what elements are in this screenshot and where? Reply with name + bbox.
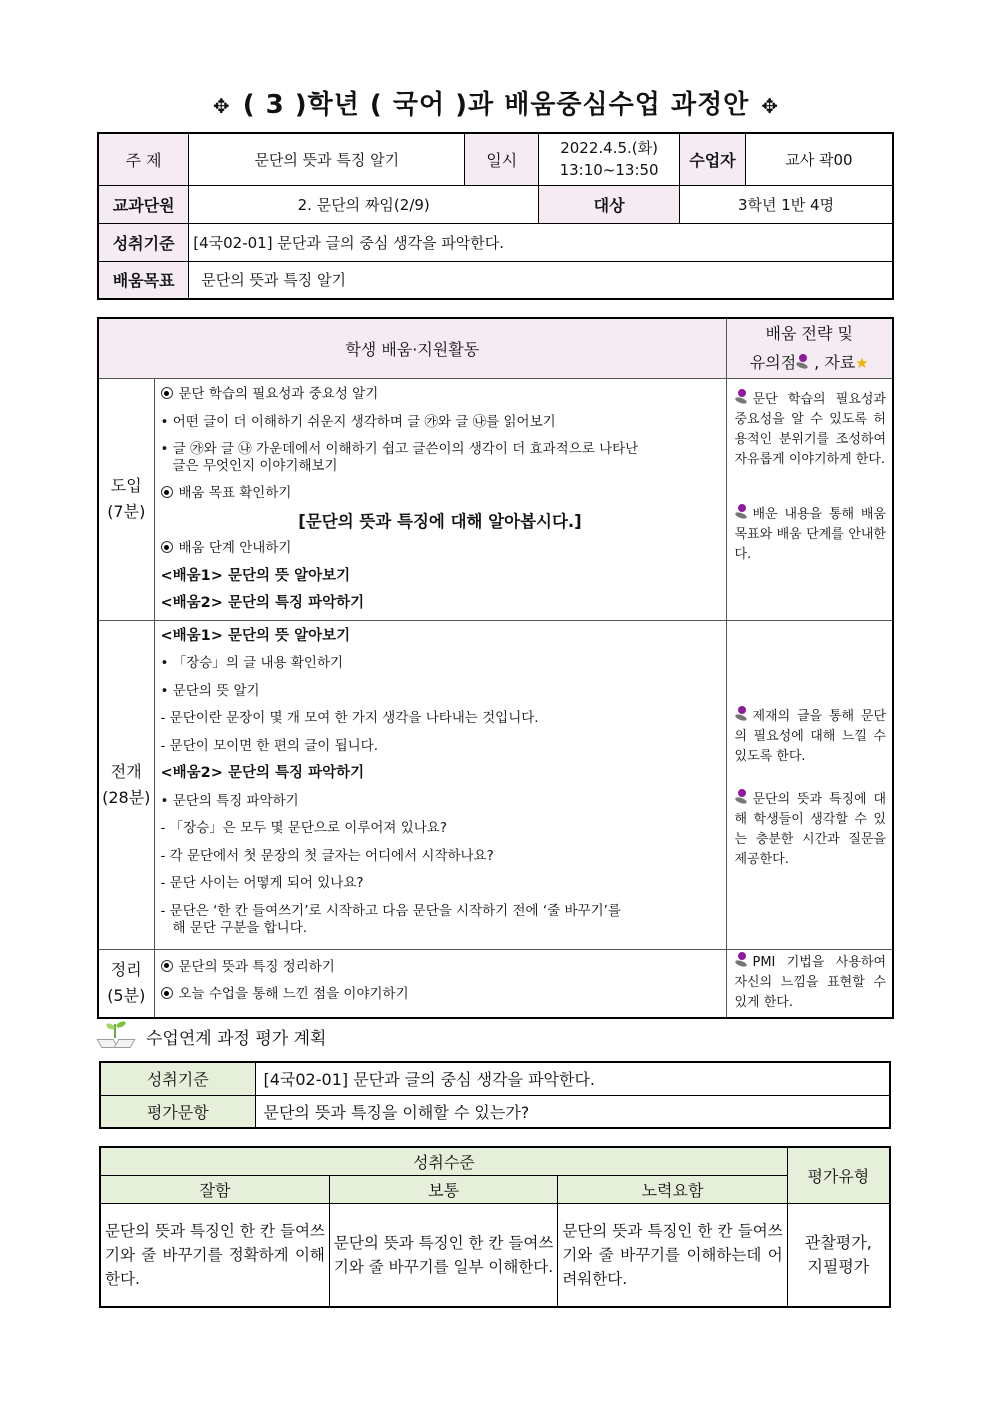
activity-line xyxy=(161,954,720,982)
activity-line: • 문단의 뜻 알기 xyxy=(160,682,260,699)
activity-text: 배움 단계 안내하기 xyxy=(178,540,292,556)
eval-item-label: 평가문항 xyxy=(100,1095,255,1128)
learning-step: <배움2> 문단의 특징 파악하기 xyxy=(160,765,365,781)
evaluation-plan-table xyxy=(99,1061,891,1129)
target-label: 대상 xyxy=(539,185,680,223)
activity-text: - 문단은 ‘한 칸 들여쓰기’로 시작하고 다음 문단을 시작하기 전에 ‘줄 바꾸기’를 xyxy=(160,902,621,919)
target-value: 3학년 1반 4명 xyxy=(680,185,893,223)
stage-wrapup-notes xyxy=(726,949,893,1018)
stage-wrapup-activities xyxy=(154,949,726,1018)
pushpin-icon xyxy=(735,706,749,722)
note xyxy=(735,952,887,1013)
level-label-good: 잘함 xyxy=(100,1175,329,1203)
book-sprout-icon xyxy=(98,1022,134,1050)
strategy-header-line1: 배움 전략 및 xyxy=(765,324,853,343)
strategy-header-line2 xyxy=(727,348,893,378)
pushpin-icon xyxy=(735,952,749,968)
radio-bullet-icon xyxy=(161,486,173,498)
pushpin-icon xyxy=(735,389,749,405)
note xyxy=(735,789,887,870)
stage-name: 전개 xyxy=(110,761,142,781)
note xyxy=(735,706,887,767)
strategy-header-material-text: , 자료 xyxy=(814,353,856,372)
learning-step: <배움2> 문단의 특징 파악하기 xyxy=(160,595,365,611)
page-title xyxy=(0,84,992,121)
activity-text: 문단의 뜻과 특징 정리하기 xyxy=(178,958,335,975)
eval-standard-value: [4국02-01] 문단과 글의 중심 생각을 파악한다. xyxy=(255,1062,890,1095)
star-icon: ★ xyxy=(855,354,869,372)
activity-text-continued: 해 문단 구분을 합니다. xyxy=(172,919,308,936)
level-label-needs-effort: 노력요함 xyxy=(558,1175,787,1203)
level-desc-needs-effort: 문단의 뜻과 특징인 한 칸 들여쓰기와 줄 바꾸기를 이해하는데 어려워한다. xyxy=(558,1203,787,1307)
note-text: PMI 기법을 사용하여 자신의 느낌을 표현할 수 있게 한다. xyxy=(734,954,886,1010)
standard-label: 성취기준 xyxy=(98,223,189,261)
note xyxy=(735,389,887,470)
stage-name: 도입 xyxy=(110,476,142,496)
teacher-value: 교사 곽00 xyxy=(745,133,893,185)
stage-time: (28분) xyxy=(102,787,151,807)
evaluation-heading-text: 수업연계 과정 평가 계획 xyxy=(146,1028,327,1049)
strategy-header xyxy=(726,318,893,379)
activity-text: 배움 목표 확인하기 xyxy=(178,485,292,501)
pushpin-icon xyxy=(735,504,749,520)
note-text: 문단 학습의 필요성과 중요성을 알 수 있도록 허용적인 분위기를 조성하여 자유롭게 이야기하게 한다. xyxy=(734,392,886,467)
activity-line: - 문단이란 문장이 몇 개 모여 한 가지 생각을 나타내는 것입니다. xyxy=(160,710,539,726)
note-text: 제재의 글을 통해 문단의 필요성에 대해 느낄 수 있도록 한다. xyxy=(734,708,886,764)
activity-line: • 문단의 특징 파악하기 xyxy=(160,792,299,809)
evaluation-type-line: 관찰평가, xyxy=(804,1232,872,1252)
teacher-label: 수업자 xyxy=(680,133,746,185)
level-desc-average: 문단의 뜻과 특징인 한 칸 들여쓰기와 줄 바꾸기를 일부 이해한다. xyxy=(329,1203,557,1307)
achievement-level-table xyxy=(99,1146,891,1308)
activity-text: 오늘 수업을 통해 느낀 점을 이야기하기 xyxy=(178,986,409,1002)
radio-bullet-icon xyxy=(161,960,173,972)
stage-development-notes xyxy=(726,620,893,949)
activity-text-continued: 글은 무엇인지 이야기해보기 xyxy=(172,458,338,474)
activity-line xyxy=(161,480,720,508)
activity-line xyxy=(161,381,720,409)
pushpin-icon xyxy=(796,354,810,370)
standard-value: [4국02-01] 문단과 글의 중심 생각을 파악한다. xyxy=(189,223,893,261)
activity-line: • 어떤 글이 더 이해하기 쉬운지 생각하며 글 ㉮와 글 ㉯를 읽어보기 xyxy=(160,413,556,430)
note xyxy=(735,504,887,565)
lesson-info-table xyxy=(97,132,894,300)
radio-bullet-icon xyxy=(161,387,173,399)
topic-label: 주 제 xyxy=(98,133,189,185)
title-text: ( 3 )학년 ( 국어 )과 배움중심수업 과정안 xyxy=(242,90,750,120)
eval-standard-label: 성취기준 xyxy=(100,1062,255,1095)
activity-text: • 글 ㉮와 글 ㉯ 가운데에서 이해하기 쉽고 글쓴이의 생각이 더 효과적으로 나타난 xyxy=(160,441,639,457)
activity-line xyxy=(161,436,720,480)
unit-label: 교과단원 xyxy=(98,185,189,223)
note-text: 문단의 뜻과 특징에 대해 학생들이 생각할 수 있는 충분한 시간과 질문을 제공한다. xyxy=(734,791,886,867)
radio-bullet-icon xyxy=(161,987,173,999)
stage-intro-notes xyxy=(726,379,893,621)
date-line: 2022.4.5.(화) xyxy=(560,139,658,158)
achievement-level-header: 성취수준 xyxy=(100,1147,787,1175)
activity-line: - 「장승」은 모두 몇 문단으로 이루어져 있나요? xyxy=(160,820,447,836)
time-line: 13:10~13:50 xyxy=(559,161,659,180)
activity-header: 학생 배움·지원활동 xyxy=(98,318,726,379)
level-desc-good: 문단의 뜻과 특징인 한 칸 들여쓰기와 줄 바꾸기를 정확하게 이해한다. xyxy=(100,1203,329,1307)
stage-time: (5분) xyxy=(107,986,146,1005)
stage-time: (7분) xyxy=(107,502,146,522)
objective-label: 배움목표 xyxy=(98,261,189,299)
note-text: 배운 내용을 통해 배움 목표와 배움 단계를 안내한다. xyxy=(734,507,886,562)
learning-goal: [문단의 뜻과 특징에 대해 알아봅시다.] xyxy=(298,511,582,531)
unit-value: 2. 문단의 짜임(2/9) xyxy=(189,185,539,223)
strategy-header-notes-text: 유의점 xyxy=(749,353,797,372)
learning-step: <배움1> 문단의 뜻 알아보기 xyxy=(160,567,351,584)
activity-line: - 문단이 모이면 한 편의 글이 됩니다. xyxy=(160,737,378,754)
activity-line: • 「장승」의 글 내용 확인하기 xyxy=(160,655,344,671)
level-label-average: 보통 xyxy=(329,1175,557,1203)
evaluation-type-line: 지필평가 xyxy=(807,1256,870,1276)
evaluation-type-value xyxy=(787,1203,890,1307)
activity-text: 문단 학습의 필요성과 중요성 알기 xyxy=(178,386,379,402)
topic-value: 문단의 뜻과 특징 알기 xyxy=(189,133,465,185)
activity-line xyxy=(161,981,720,1009)
decoration-icon: ✥ xyxy=(761,93,780,118)
date-value xyxy=(539,133,680,185)
stage-development xyxy=(98,620,154,949)
activity-line: - 문단 사이는 어떻게 되어 있나요? xyxy=(160,875,364,891)
radio-bullet-icon xyxy=(161,541,173,553)
activity-line xyxy=(161,898,720,942)
stage-wrapup xyxy=(98,949,154,1018)
lesson-activity-table xyxy=(97,317,894,1019)
evaluation-section-heading xyxy=(98,1022,326,1050)
stage-intro xyxy=(98,379,154,621)
decoration-icon: ✥ xyxy=(212,93,231,118)
eval-item-value: 문단의 뜻과 특징을 이해할 수 있는가? xyxy=(255,1095,890,1128)
activity-line: - 각 문단에서 첫 문장의 첫 글자는 어디에서 시작하나요? xyxy=(160,847,494,864)
stage-name: 정리 xyxy=(110,960,142,979)
stage-development-activities xyxy=(154,620,726,949)
date-label: 일시 xyxy=(465,133,539,185)
evaluation-type-header: 평가유형 xyxy=(787,1147,890,1203)
learning-step: <배움1> 문단의 뜻 알아보기 xyxy=(160,627,351,644)
stage-intro-activities xyxy=(154,379,726,621)
objective-value: 문단의 뜻과 특징 알기 xyxy=(189,261,893,299)
pushpin-icon xyxy=(735,789,749,805)
activity-line xyxy=(161,535,720,563)
